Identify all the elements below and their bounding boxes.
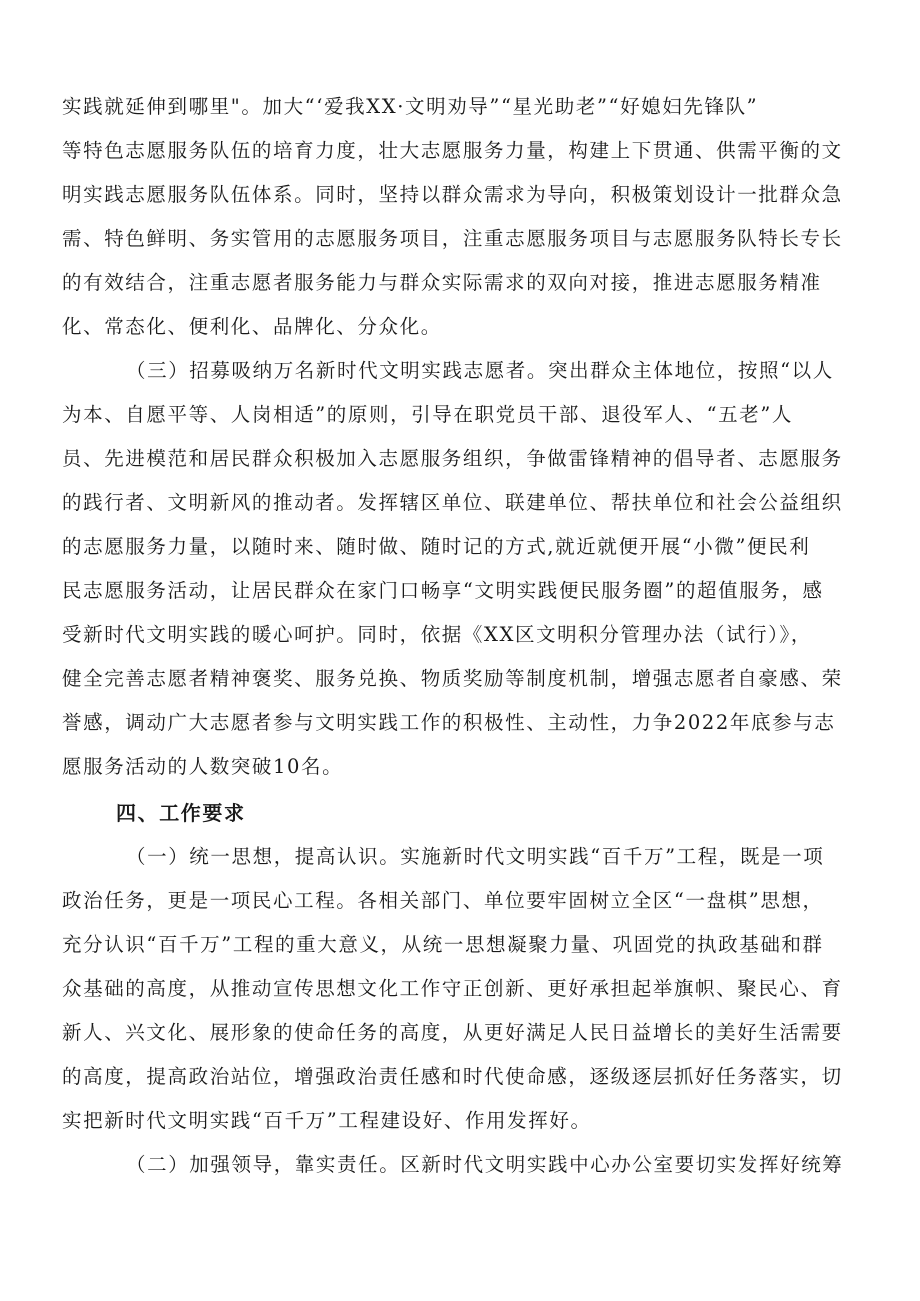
text-line: 充分认识“百千万”工程的重大意义，从统一思想凝聚力量、巩固党的执政基础和群 <box>62 933 824 956</box>
text-line: 需、特色鲜明、务实管用的志愿服务项目，注重志愿服务项目与志愿服务队特长专长 <box>62 227 843 250</box>
text-line: 的高度，提高政治站位，增强政治责任感和时代使命感，逐级逐层抓好任务落实，切 <box>62 1065 843 1088</box>
paragraph-start-line: （二）加强领导，靠实责任。区新时代文明实践中心办公室要切实发挥好统筹 <box>126 1153 844 1176</box>
section-heading: 四、工作要求 <box>116 801 246 825</box>
text-line: 民志愿服务活动，让居民群众在家门口畅享“文明实践便民服务圈”的超值服务，感 <box>62 579 824 602</box>
text-line: 的有效结合，注重志愿者服务能力与群众实际需求的双向对接，推进志愿服务精准 <box>62 271 822 294</box>
text-line: 的志愿服务力量，以随时来、随时做、随时记的方式,就近就便开展“小微”便民利 <box>62 535 811 558</box>
text-line: 众基础的高度，从推动宣传思想文化工作守正创新、更好承担起举旗帜、聚民心、育 <box>62 977 843 1000</box>
text-line: 受新时代文明实践的暖心呵护。同时，依据《XX区文明积分管理办法（试行）》， <box>62 623 812 646</box>
text-line: 健全完善志愿者精神褒奖、服务兑换、物质奖励等制度机制，增强志愿者自豪感、荣 <box>62 667 843 690</box>
text-line: 为本、自愿平等、人岗相适”的原则，引导在职党员干部、退役军人、“五老”人 <box>62 403 794 426</box>
text-line: 政治任务，更是一项民心工程。各相关部门、单位要牢固树立全区“一盘棋”思想， <box>62 889 824 912</box>
text-line: 新人、兴文化、展形象的使命任务的高度，从更好满足人民日益增长的美好生活需要 <box>62 1021 843 1044</box>
text-line: 实践就延伸到哪里"。加大“‘爱我XX·文明劝导”“星光助老”“好媳妇先锋队” <box>62 95 759 118</box>
paragraph-start-line: （三）招募吸纳万名新时代文明实践志愿者。突出群众主体地位，按照“以人 <box>126 359 834 382</box>
text-line: 等特色志愿服务队伍的培育力度，壮大志愿服务力量，构建上下贯通、供需平衡的文 <box>62 139 843 162</box>
paragraph-start-line: （一）统一思想，提高认识。实施新时代文明实践“百千万”工程，既是一项 <box>126 845 825 868</box>
text-line: 誉感，调动广大志愿者参与文明实践工作的积极性、主动性，力争2022年底参与志 <box>62 711 836 734</box>
text-line: 化、常态化、便利化、品牌化、分众化。 <box>62 315 442 338</box>
text-line: 的践行者、文明新风的推动者。发挥辖区单位、联建单位、帮扶单位和社会公益组织 <box>62 491 843 514</box>
text-line: 员、先进模范和居民群众积极加入志愿服务组织，争做雷锋精神的倡导者、志愿服务 <box>62 447 843 470</box>
text-line: 实把新时代文明实践“百千万”工程建设好、作用发挥好。 <box>62 1109 592 1132</box>
text-line: 愿服务活动的人数突破10名。 <box>62 755 344 778</box>
text-line: 明实践志愿服务队伍体系。同时，坚持以群众需求为导向，积极策划设计一批群众急 <box>62 183 843 206</box>
